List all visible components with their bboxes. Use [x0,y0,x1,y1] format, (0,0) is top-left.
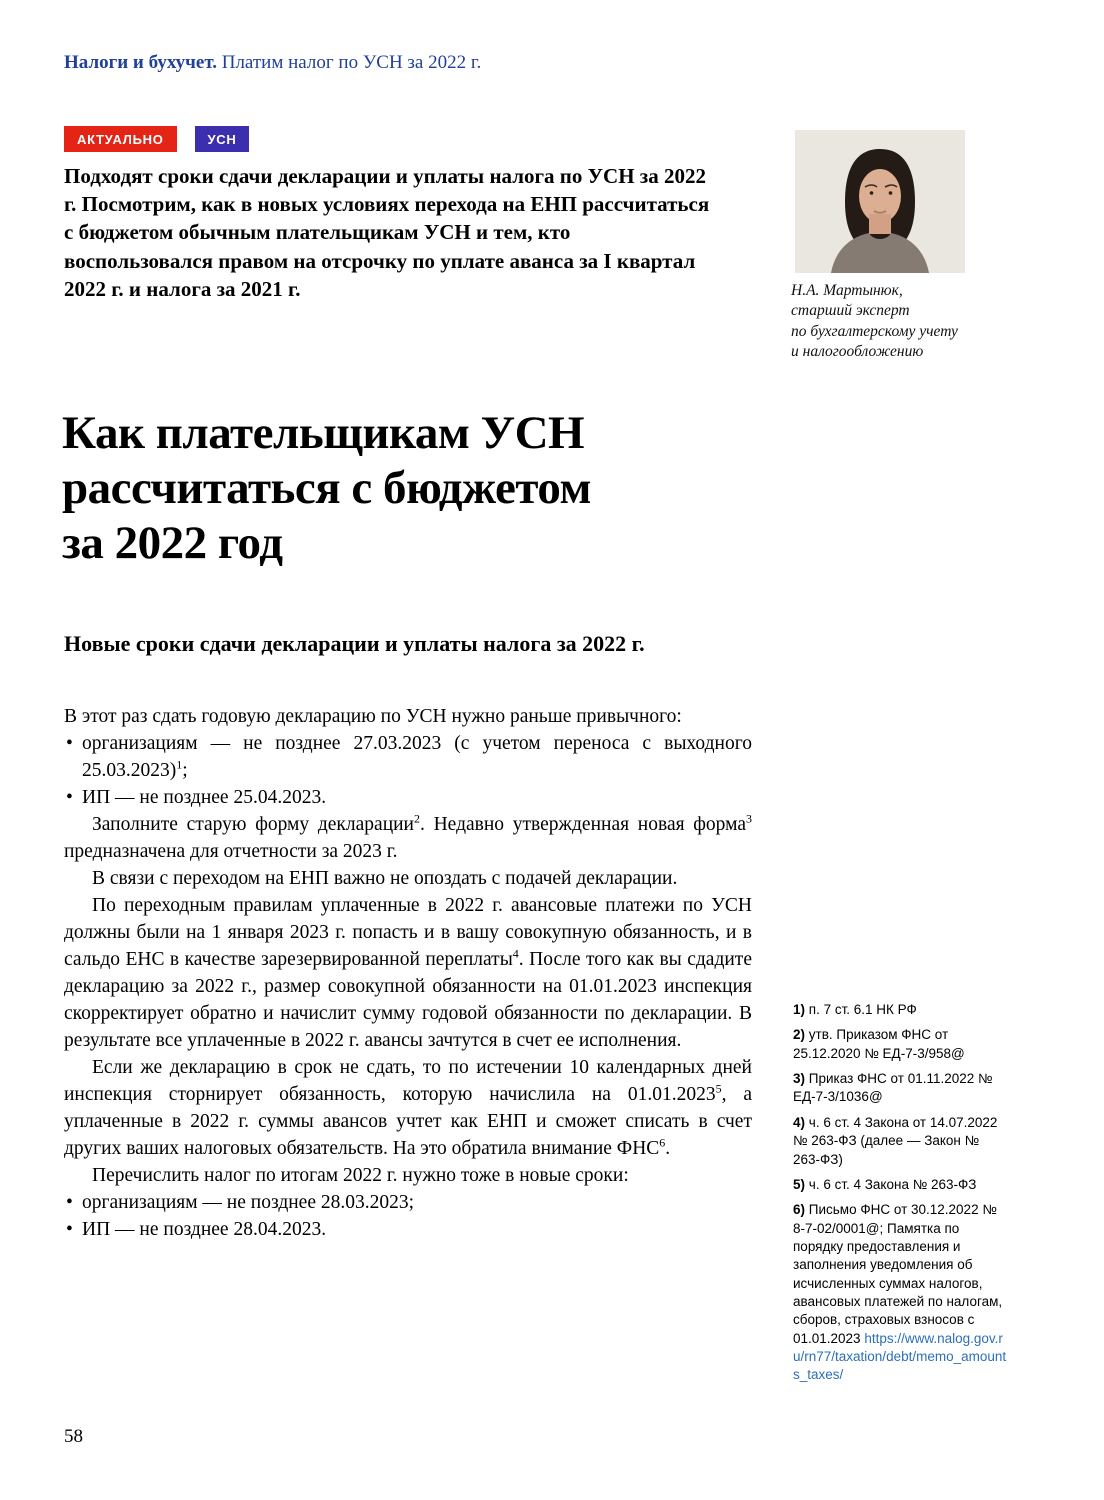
bullet-item [64,730,752,784]
page-number: 58 [64,1426,83,1447]
bullet-text: ИП — не позднее 25.04.2023. [82,787,327,808]
footnote-number: 3) [793,1071,806,1087]
badge-usn: УСН [195,126,250,152]
bullet-text: ; [182,760,188,781]
footnote-text: ч. 6 ст. 4 Закона № 263-ФЗ [808,1176,977,1192]
footnote-text: ч. 6 ст. 4 Закона от 14.07.2022 № 263-ФЗ (далее — Закон № 263-ФЗ) [793,1114,998,1167]
body-paragraph [64,1054,752,1162]
lead-paragraph: Подходят сроки сдачи декларации и уплаты налога по УСН за 2022 г. Посмотрим, как в новых условиях перехода на ЕНП рассчитаться с бюджетом обычным плательщикам УСН и тем, кто воспользовался правом на отсрочку по уплате аванса за I квартал 2022 г. и налога за 2021 г. [64,164,710,301]
footnote-ref: 4 [512,946,519,961]
body-paragraph: В связи с переходом на ЕНП важно не опоздать с подачей декларации. [92,868,678,889]
badges-row [64,126,249,152]
footnote-number: 2) [793,1027,806,1043]
author-photo [795,130,965,273]
bullet-item [64,784,752,811]
footnote-text: утв. Приказом ФНС от 25.12.2020 № ЕД-7-3/958@ [793,1027,965,1061]
footnote-item [793,1201,1007,1385]
body-paragraph [64,892,752,1054]
body-text: предназначена для отчетности за 2023 г. [64,841,398,862]
body-text: . После того как вы сдадите декларацию за 2022 г., размер совокупной обязанности на 01.01.2023 инспекция скорректирует обратно и начислит сумму годовой обязанности по декларации. В результате все уплаченные в 2022 г. авансы зачтутся в счет ее исполнения. [64,949,752,1051]
footnote-text: п. 7 ст. 6.1 НК РФ [808,1002,917,1017]
footnote-item [793,1176,1007,1194]
bullet-list [64,1189,752,1243]
footnote-ref: 3 [745,811,752,826]
author-caption-line: по бухгалтерскому учету [791,322,958,340]
article-title-line: Как плательщикам УСН [62,407,585,459]
author-caption-line: старший эксперт [791,302,910,320]
magazine-section-title: Налоги и бухучет. [64,52,217,73]
author-caption-line: и налогообложению [791,343,924,361]
bullet-text: организациям — не позднее 28.03.2023; [82,1192,415,1213]
footnote-link[interactable]: https://www.nalog.gov.ru/rn77/taxation/debt/memo_amounts_taxes/ [793,1330,1007,1383]
article-title [62,406,822,571]
bullet-text: ИП — не позднее 28.04.2023. [82,1219,327,1240]
portrait-illustration [795,130,965,273]
footnote-ref: 2 [414,811,420,826]
footnote-item [793,1070,1007,1107]
bullet-item [64,1189,752,1216]
article-topic: Платим налог по УСН за 2022 г. [216,52,482,73]
article-title-line: за 2022 год [62,516,283,569]
body-text: . Недавно утвержденная новая форма [420,814,746,835]
running-header [64,52,481,74]
body-text: , а уплаченные в 2022 г. суммы авансов учтет как ЕНП и сможет списать в счет других ваших налоговых обязательств. На это обратила внимание ФНС [64,1084,752,1159]
body-paragraph: Перечислить налог по итогам 2022 г. нужно тоже в новые сроки: [92,1165,629,1186]
body-text: . [665,1138,671,1159]
bullet-item [64,1216,752,1243]
bullet-text: организациям — не позднее 27.03.2023 (с учетом переноса с выходного 25.03.2023) [82,733,752,781]
footnote-item [793,1001,1007,1019]
article-body [64,703,752,1243]
footnote-ref: 1 [176,757,183,772]
footnote-number: 4) [793,1114,806,1130]
body-text: Если же декларацию в срок не сдать, то по истечении 10 календарных дней инспекция сторнирует обязанность, которую начислила на 01.01.2023 [64,1057,752,1105]
section-heading: Новые сроки сдачи декларации и уплаты налога за 2022 г. [64,631,645,656]
author-caption [791,281,958,363]
footnote-number: 1) [793,1002,806,1017]
body-paragraph: В этот раз сдать годовую декларацию по УСН нужно раньше привычного: [64,706,682,727]
footnote-number: 5) [793,1176,806,1192]
footnote-ref: 5 [715,1081,722,1096]
bullet-list [64,730,752,811]
footnote-text: Приказ ФНС от 01.11.2022 № ЕД-7-3/1036@ [793,1071,993,1105]
footnote-number: 6) [793,1202,806,1218]
footnote-text: Письмо ФНС от 30.12.2022 № 8-7-02/0001@; Памятка по порядку предоставления и заполнения уведомления об исчисленных суммах налогов, авансовых платежей по налогам, сборов, страховых взносов с 01.01.2023 [793,1202,1003,1346]
body-text: По переходным правилам уплаченные в 2022 г. авансовые платежи по УСН должны были на 1 января 2023 г. попасть и в вашу совокупную обязанность, и в сальдо ЕНС в качестве зарезервированной переплаты [64,895,752,970]
body-text: Заполните старую форму декларации [92,814,414,835]
footnote-ref: 6 [659,1135,666,1150]
article-title-line: рассчитаться с бюджетом [62,461,591,514]
footnote-item [793,1114,1007,1169]
footnote-item [793,1026,1007,1063]
badge-aktualno: АКТУАЛЬНО [64,126,177,152]
body-paragraph [64,811,752,865]
footnotes [793,1001,1007,1392]
author-name: Н.А. Мартынюк, [791,282,903,299]
